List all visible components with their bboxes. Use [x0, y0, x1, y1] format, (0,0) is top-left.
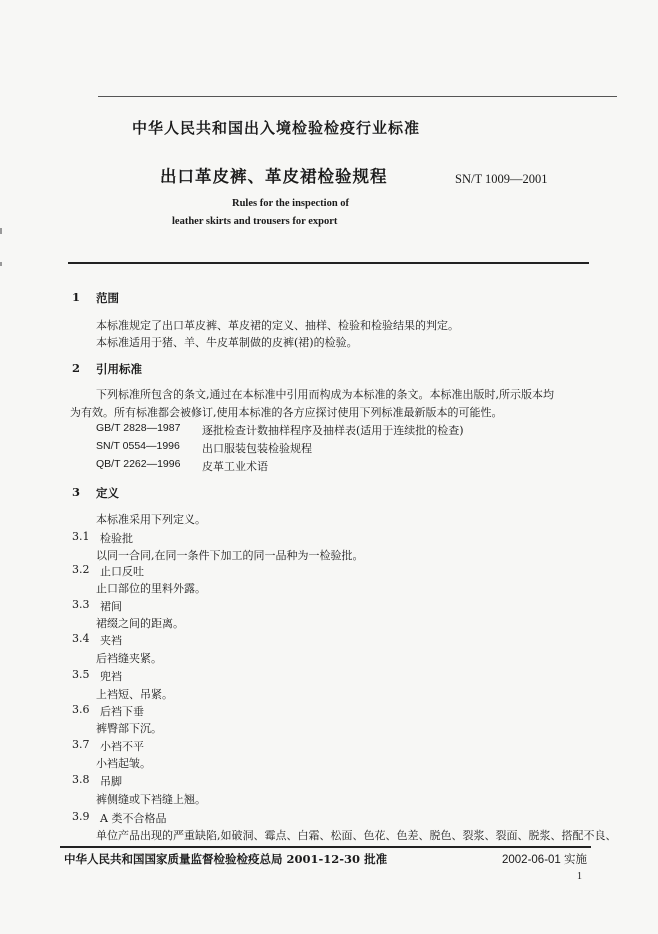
definition-number: 3.9 — [72, 810, 90, 823]
definition-term: A 类不合格品 — [100, 812, 167, 825]
scan-edge-mark — [0, 262, 2, 266]
definition-term: 止口反吐 — [100, 565, 144, 578]
ref-name: 皮革工业术语 — [202, 460, 268, 473]
section-1-para-1: 本标准规定了出口革皮裤、革皮裙的定义、抽样、检验和检验结果的判定。 — [96, 319, 459, 332]
section-2-number: 2 — [72, 361, 81, 375]
section-1-para-2: 本标准适用于猪、羊、牛皮革制做的皮裤(裙)的检验。 — [96, 336, 358, 349]
definition-term: 小裆不平 — [100, 740, 144, 753]
definition-term: 检验批 — [100, 532, 133, 545]
top-rule — [98, 96, 617, 97]
page-number: 1 — [577, 871, 582, 882]
title-divider — [68, 262, 589, 264]
section-3-number: 3 — [72, 485, 81, 499]
definition-number: 3.6 — [72, 703, 90, 716]
definition-text: 裙缀之间的距离。 — [96, 617, 184, 630]
section-1-title: 范围 — [96, 291, 119, 305]
ref-name: 逐批检查计数抽样程序及抽样表(适用于连续批的检查) — [202, 424, 464, 437]
ref-code: SN/T 0554—1996 — [96, 440, 180, 452]
definition-text: 单位产品出现的严重缺陷,如破洞、霉点、白霜、松面、色花、色差、脱色、裂浆、裂面、脱浆、搭配不良、 — [96, 829, 617, 842]
effective-date: 2002-06-01 实施 — [502, 854, 588, 866]
footer-divider — [60, 846, 591, 848]
definition-term: 吊脚 — [100, 775, 122, 788]
section-2-title: 引用标准 — [96, 362, 142, 376]
scan-edge-mark — [0, 228, 2, 234]
section-2-para-line-1: 下列标准所包含的条文,通过在本标准中引用而构成为本标准的条文。本标准出版时,所示版本均 — [96, 388, 554, 401]
definition-number: 3.3 — [72, 598, 90, 611]
english-title-line2: leather skirts and trousers for export — [172, 216, 338, 227]
approval-line: 中华人民共和国国家质量监督检验检疫总局 2001-12-30 批准 — [64, 852, 388, 866]
definition-number: 3.2 — [72, 563, 90, 576]
definition-text: 上裆短、吊紧。 — [96, 688, 173, 701]
section-3-title: 定义 — [96, 486, 119, 500]
definition-text: 后裆缝夹紧。 — [96, 652, 162, 665]
definition-number: 3.4 — [72, 632, 90, 645]
definition-term: 后裆下垂 — [100, 705, 144, 718]
definition-number: 3.8 — [72, 773, 90, 786]
definition-text: 以同一合同,在同一条件下加工的同一品种为一检验批。 — [96, 549, 364, 562]
ref-code: QB/T 2262—1996 — [96, 458, 181, 470]
english-title-line1: Rules for the inspection of — [232, 198, 350, 209]
document-title: 出口革皮裤、革皮裙检验规程 — [160, 167, 388, 186]
definition-number: 3.7 — [72, 738, 90, 751]
definition-number: 3.1 — [72, 530, 90, 543]
definition-text: 止口部位的里料外露。 — [96, 582, 206, 595]
definition-term: 夹裆 — [100, 634, 122, 647]
standard-code: SN/T 1009—2001 — [455, 172, 548, 186]
section-2-para-line-2: 为有效。所有标准都会被修订,使用本标准的各方应探讨使用下列标准最新版本的可能性。 — [70, 406, 503, 419]
definition-text: 小裆起皱。 — [96, 757, 151, 770]
ref-code: GB/T 2828—1987 — [96, 422, 181, 434]
definition-text: 裤臀部下沉。 — [96, 722, 162, 735]
definition-number: 3.5 — [72, 668, 90, 681]
standard-authority-header: 中华人民共和国出入境检验检疫行业标准 — [132, 119, 421, 137]
definition-term: 兜裆 — [100, 670, 122, 683]
definition-term: 裙间 — [100, 600, 122, 613]
definition-text: 裤侧缝或下裆缝上翘。 — [96, 793, 206, 806]
section-1-number: 1 — [72, 290, 81, 304]
section-3-intro: 本标准采用下列定义。 — [96, 513, 206, 526]
ref-name: 出口服装包装检验规程 — [202, 442, 312, 455]
